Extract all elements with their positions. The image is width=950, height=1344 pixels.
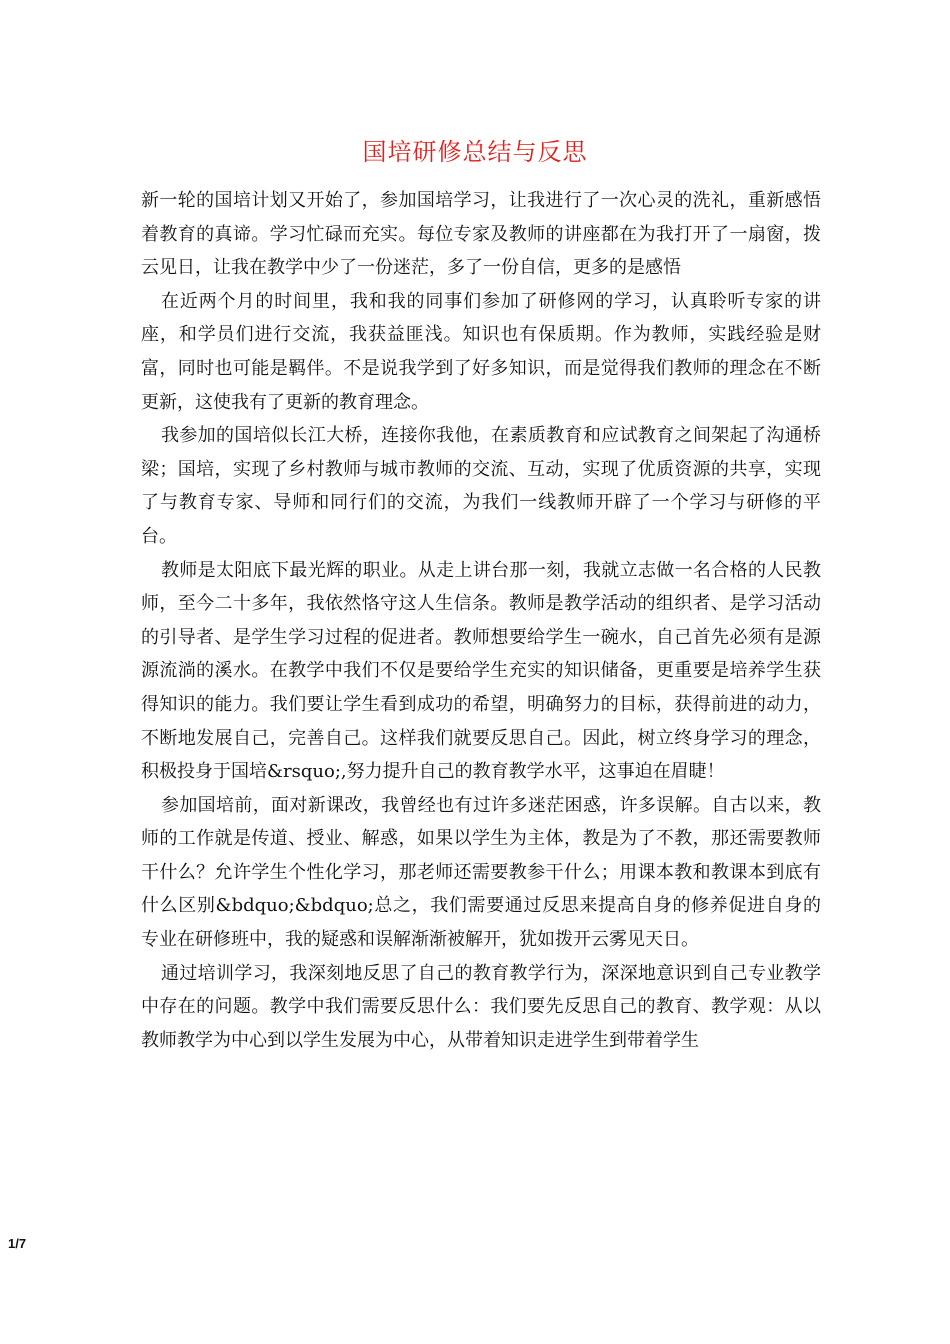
document-body [141,184,821,1057]
page-number: 1/7 [8,1236,27,1251]
paragraph-5: 参加国培前，面对新课改，我曾经也有过许多迷茫困惑，许多误解。自古以来，教师的工作就是传道、授业、解惑，如果以学生为主体，教是为了不教，那还需要教师干什么？允许学生个性化学习，那老师还需要教参干什么；用课本教和教课本到底有什么区别&bdquo;&bdquo;总之，我们需要通过反思来提高自身的修养促进自身的专业在研修班中，我的疑惑和误解渐渐被解开，犹如拨开云雾见天日。 [141,794,821,951]
document-title: 国培研修总结与反思 [362,138,588,166]
paragraph-1: 新一轮的国培计划又开始了，参加国培学习，让我进行了一次心灵的洗礼，重新感悟着教育的真谛。学习忙碌而充实。每位专家及教师的讲座都在为我打开了一扇窗，拨云见日，让我在教学中少了一份迷茫，多了一份自信，更多的是感悟 [141,190,821,279]
paragraph-3: 我参加的国培似长江大桥，连接你我他，在素质教育和应试教育之间架起了沟通桥梁；国培，实现了乡村教师与城市教师的交流、互动，实现了优质资源的共享，实现了与教育专家、导师和同行们的交流，为我们一线教师开辟了一个学习与研修的平台。 [141,425,821,547]
paragraph-4: 教师是太阳底下最光辉的职业。从走上讲台那一刻，我就立志做一名合格的人民教师，至今二十多年，我依然恪守这人生信条。教师是教学活动的组织者、是学习活动的引导者、是学生学习过程的促进者。教师想要给学生一碗水，自己首先必须有是源源流淌的溪水。在教学中我们不仅是要给学生充实的知识储备，更重要是培养学生获得知识的能力。我们要让学生看到成功的希望，明确努力的目标，获得前进的动力，不断地发展自己，完善自己。这样我们就要反思自己。因此，树立终身学习的理念，积极投身于国培&rsquo;,努力提升自己的教育教学水平，这事迫在眉睫！ [141,559,821,783]
paragraph-6: 通过培训学习，我深刻地反思了自己的教育教学行为，深深地意识到自己专业教学中存在的问题。教学中我们需要反思什么：我们要先反思自己的教育、教学观：从以教师教学为中心到以学生发展为中心，从带着知识走进学生到带着学生 [141,962,821,1051]
paragraph-2: 在近两个月的时间里，我和我的同事们参加了研修网的学习，认真聆听专家的讲座，和学员们进行交流，我获益匪浅。知识也有保质期。作为教师，实践经验是财富，同时也可能是羁伴。不是说我学到了好多知识，而是觉得我们教师的理念在不断更新，这使我有了更新的教育理念。 [141,290,821,413]
